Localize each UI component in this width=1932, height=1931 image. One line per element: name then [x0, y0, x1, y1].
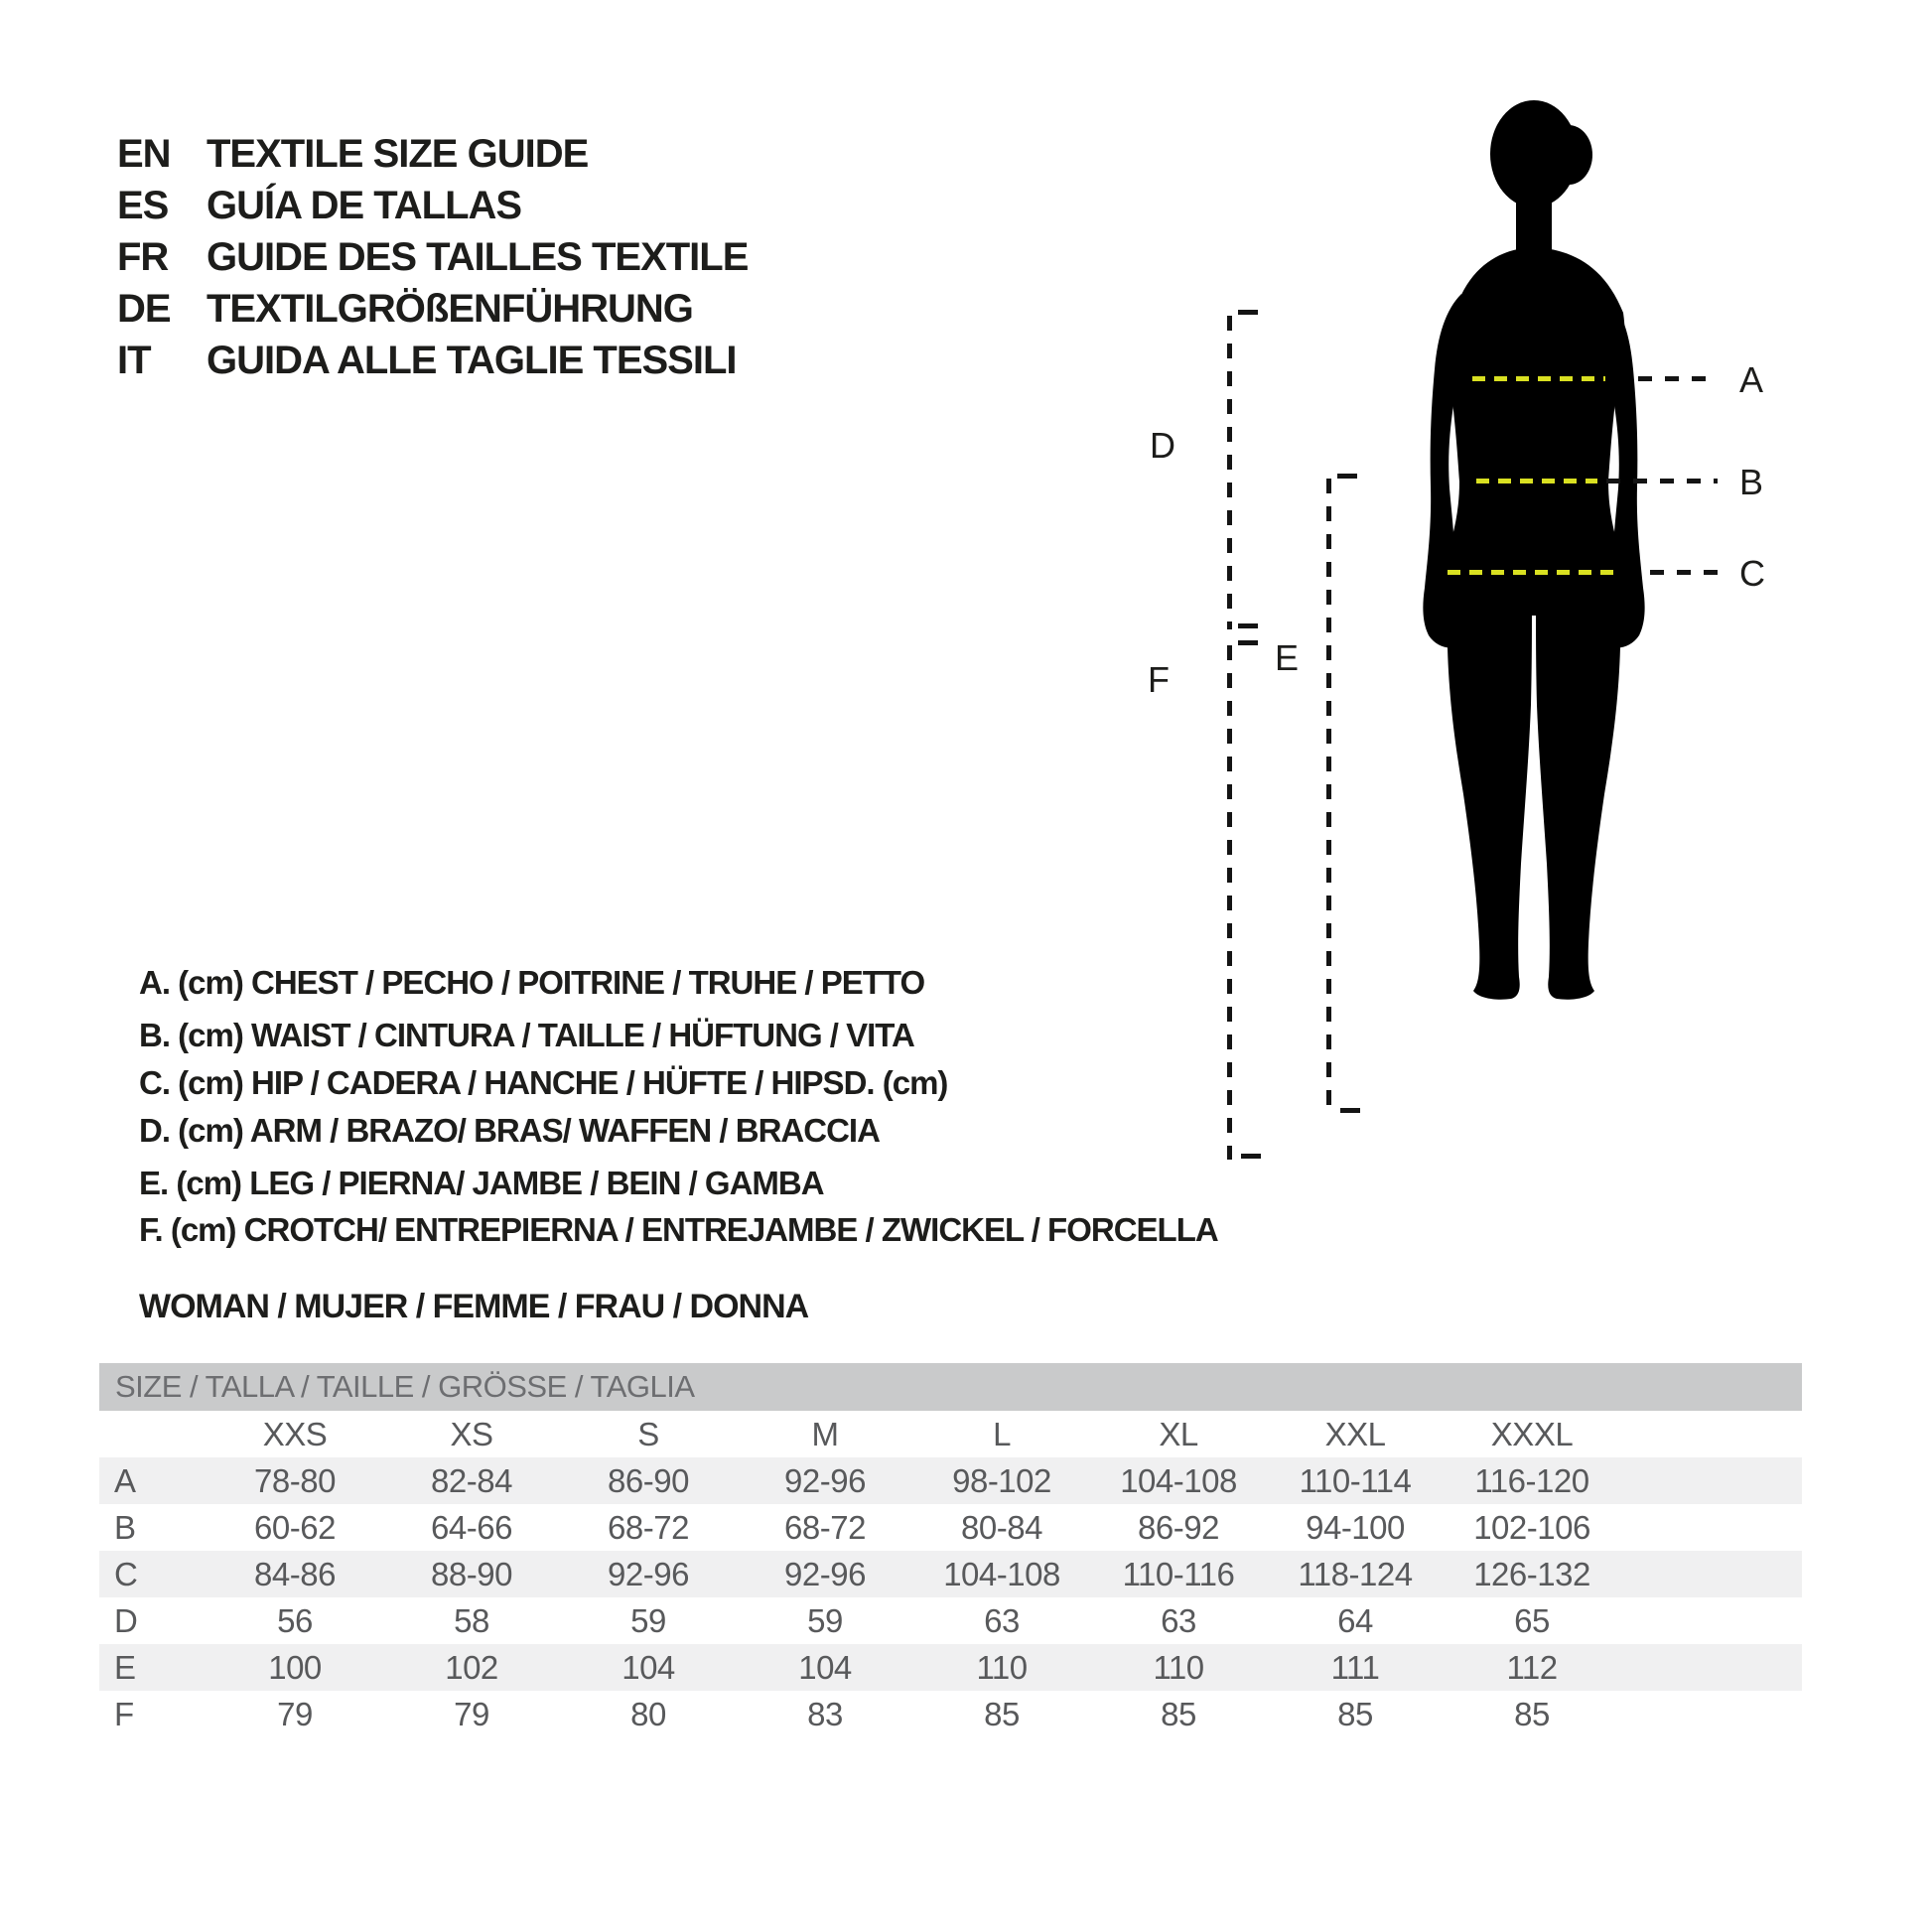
table-row-label: E	[114, 1648, 136, 1686]
table-cell: 64-66	[431, 1508, 512, 1546]
table-row-label: A	[114, 1461, 136, 1499]
chest-leader-line	[1638, 376, 1718, 381]
table-row-label: C	[114, 1555, 138, 1592]
leg-line-bottom-tick	[1340, 1108, 1360, 1113]
table-cell: 112	[1506, 1648, 1558, 1686]
leg-measure-line	[1326, 479, 1331, 1114]
table-row-label: D	[114, 1601, 138, 1639]
table-cell: 85	[1161, 1695, 1196, 1732]
measure-key-line: C. (cm) HIP / CADERA / HANCHE / HÜFTE / HIPSD. (cm)	[139, 1064, 948, 1101]
table-cell: 92-96	[608, 1555, 689, 1592]
table-cell: 94-100	[1306, 1508, 1405, 1546]
language-title: GUIDE DES TAILLES TEXTILE	[207, 234, 749, 279]
chest-label: A	[1739, 359, 1763, 400]
table-cell: 116-120	[1474, 1461, 1589, 1499]
size-table-header: SIZE / TALLA / TAILLE / GRÖSSE / TAGLIA	[99, 1363, 1802, 1411]
table-row	[99, 1691, 1802, 1737]
leg-label: E	[1275, 637, 1299, 678]
measure-key-line: D. (cm) ARM / BRAZO/ BRAS/ WAFFEN / BRACCIA	[139, 1112, 880, 1149]
table-cell: 56	[277, 1601, 313, 1639]
table-cell: 88-90	[431, 1555, 512, 1592]
language-code: EN	[117, 131, 171, 176]
language-row	[117, 231, 911, 283]
table-cell: 111	[1330, 1648, 1380, 1686]
hip-measure-line	[1448, 570, 1620, 575]
language-code: DE	[117, 286, 171, 331]
size-column-header: S	[637, 1415, 659, 1452]
table-cell: 104	[621, 1648, 675, 1686]
crotch-measure-line	[1227, 645, 1232, 1160]
language-row	[117, 283, 911, 335]
language-list	[117, 128, 911, 386]
table-cell: 100	[268, 1648, 322, 1686]
size-column-header: XXL	[1324, 1415, 1386, 1452]
table-cell: 86-90	[608, 1461, 689, 1499]
arm-label: D	[1150, 425, 1175, 466]
table-cell: 59	[807, 1601, 843, 1639]
table-row	[99, 1551, 1802, 1597]
table-cell: 110	[976, 1648, 1028, 1686]
size-column-header: L	[993, 1415, 1011, 1452]
table-cell: 85	[1514, 1695, 1550, 1732]
table-cell: 68-72	[784, 1508, 866, 1546]
table-row	[99, 1457, 1802, 1504]
table-row-label: B	[114, 1508, 136, 1546]
category-line: WOMAN / MUJER / FEMME / FRAU / DONNA	[139, 1288, 809, 1325]
table-cell: 126-132	[1473, 1555, 1590, 1592]
waist-leader-line	[1606, 479, 1718, 483]
table-cell: 79	[454, 1695, 489, 1732]
table-cell: 92-96	[784, 1461, 866, 1499]
table-cell: 85	[984, 1695, 1020, 1732]
table-cell: 78-80	[254, 1461, 336, 1499]
crotch-line-bottom-tick	[1241, 1154, 1261, 1159]
table-row	[99, 1597, 1802, 1644]
size-header-row	[99, 1411, 1802, 1457]
table-cell: 58	[454, 1601, 489, 1639]
table-cell: 63	[984, 1601, 1020, 1639]
table-cell: 65	[1514, 1601, 1550, 1639]
language-row	[117, 128, 911, 180]
size-column-header: XXXL	[1490, 1415, 1574, 1452]
table-row	[99, 1504, 1802, 1551]
arm-line-top-tick	[1238, 310, 1258, 315]
measure-key-line: E. (cm) LEG / PIERNA/ JAMBE / BEIN / GAMBA	[139, 1165, 824, 1201]
language-title: GUÍA DE TALLAS	[207, 183, 522, 227]
table-cell: 98-102	[952, 1461, 1051, 1499]
chest-measure-line	[1472, 376, 1605, 381]
table-cell: 60-62	[254, 1508, 336, 1546]
table-cell: 63	[1161, 1601, 1196, 1639]
hip-leader-line	[1650, 570, 1718, 575]
crotch-line-top-tick	[1238, 640, 1258, 645]
language-title: TEXTILE SIZE GUIDE	[207, 131, 589, 176]
table-cell: 83	[807, 1695, 843, 1732]
language-code: ES	[117, 183, 169, 227]
table-cell: 104	[798, 1648, 852, 1686]
table-cell: 92-96	[784, 1555, 866, 1592]
table-cell: 118-124	[1298, 1555, 1413, 1592]
size-column-header: XXS	[262, 1415, 328, 1452]
table-row-label: F	[114, 1695, 134, 1732]
language-title: GUIDA ALLE TAGLIE TESSILI	[207, 338, 737, 382]
table-cell: 104-108	[1120, 1461, 1237, 1499]
table-cell: 86-92	[1138, 1508, 1219, 1546]
language-code: FR	[117, 234, 169, 279]
language-title: TEXTILGRÖßENFÜHRUNG	[207, 286, 693, 331]
table-cell: 102-106	[1473, 1508, 1590, 1546]
table-cell: 110-114	[1299, 1461, 1412, 1499]
arm-measure-line	[1227, 316, 1232, 629]
leg-line-top-tick	[1337, 474, 1357, 479]
crotch-label: F	[1148, 659, 1170, 700]
size-table	[99, 1363, 1802, 1737]
measure-key-line: F. (cm) CROTCH/ ENTREPIERNA / ENTREJAMBE / ZWICKEL / FORCELLA	[139, 1211, 1218, 1248]
table-cell: 110	[1153, 1648, 1204, 1686]
woman-silhouette	[1410, 99, 1727, 1003]
table-cell: 110-116	[1122, 1555, 1235, 1592]
size-column-header: M	[811, 1415, 839, 1452]
waist-label: B	[1739, 462, 1763, 502]
measure-key-line: A. (cm) CHEST / PECHO / POITRINE / TRUHE / PETTO	[139, 964, 925, 1001]
table-cell: 68-72	[608, 1508, 689, 1546]
table-cell: 80-84	[961, 1508, 1042, 1546]
table-cell: 85	[1337, 1695, 1373, 1732]
table-cell: 80	[630, 1695, 666, 1732]
waist-measure-line	[1476, 479, 1597, 483]
table-cell: 84-86	[254, 1555, 336, 1592]
size-column-header: XL	[1159, 1415, 1198, 1452]
table-cell: 59	[630, 1601, 666, 1639]
table-row	[99, 1644, 1802, 1691]
language-code: IT	[117, 338, 151, 382]
table-cell: 64	[1337, 1601, 1373, 1639]
language-row	[117, 335, 911, 386]
size-column-header: XS	[450, 1415, 493, 1452]
size-table-body	[99, 1411, 1802, 1737]
language-row	[117, 180, 911, 231]
table-cell: 82-84	[431, 1461, 512, 1499]
measure-key-line: B. (cm) WAIST / CINTURA / TAILLE / HÜFTUNG / VITA	[139, 1017, 914, 1053]
hip-label: C	[1739, 553, 1765, 594]
table-cell: 102	[445, 1648, 498, 1686]
arm-line-bottom-tick	[1238, 623, 1258, 628]
table-cell: 79	[277, 1695, 313, 1732]
table-cell: 104-108	[943, 1555, 1060, 1592]
